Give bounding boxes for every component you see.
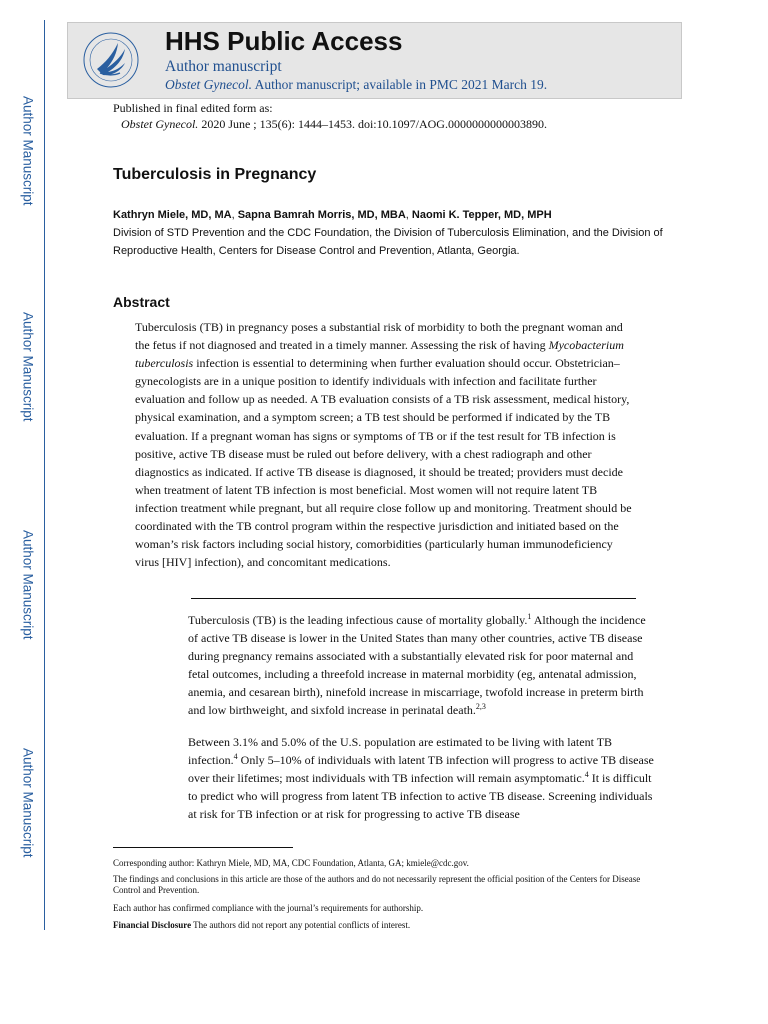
section-divider	[191, 598, 636, 599]
published-citation	[113, 100, 547, 132]
citation-ref[interactable]: 4	[233, 752, 238, 762]
author-list	[113, 206, 673, 224]
hhs-header	[67, 22, 682, 99]
article-title: Tuberculosis in Pregnancy	[113, 166, 317, 183]
published-details: 2020 June ; 135(6): 1444–1453. doi:10.1097/AOG.0000000000003890.	[201, 117, 547, 131]
body-text: It is difficult to predict who will progress from latent TB infection to active TB disease. Screening individuals at risk for TB infection or at risk for progressing to active TB disease	[188, 771, 653, 822]
footnote-corresponding-author: Corresponding author: Kathryn Miele, MD, MA, CDC Foundation, Atlanta, GA; kmiele@cdc.gov.	[113, 858, 469, 868]
header-availability-text: Author manuscript; available in PMC 2021 March 19.	[254, 77, 548, 92]
author-name: Kathryn Miele, MD, MA	[113, 209, 232, 221]
footnote-compliance: Each author has confirmed compliance with the journal’s requirements for authorship.	[113, 903, 424, 913]
header-availability	[165, 77, 547, 93]
header-subtitle: Author manuscript	[165, 58, 282, 75]
author-block	[113, 206, 673, 260]
margin-rule	[44, 20, 45, 930]
footnote-disclaimer: The findings and conclusions in this article are those of the authors and do not necessarily represent the official position of the Centers for Disease Control and Prevention.	[113, 874, 641, 895]
abstract-text	[135, 318, 635, 571]
body-text: Only 5–10% of individuals with latent TB infection will progress to active TB disease over their lifetimes; most individuals with TB infection will remain asymptomatic.	[188, 753, 654, 786]
disclosure-text: The authors did not report any potential conflicts of interest.	[191, 920, 411, 930]
hhs-eagle-logo-icon	[82, 29, 140, 91]
abstract-text-part: Tuberculosis (TB) in pregnancy poses a substantial risk of morbidity to both the pregnant woman and the fetus if not diagnosed and treated in a timely manner. Assessing the risk of having	[135, 320, 623, 353]
abstract-text-part: infection is essential to determining when further evaluation should occur. Obstetrician–gynecologists are in a unique position to identify individuals with infection and facilitate further evaluation and follow up as needed. A TB evaluation consists of a TB risk assessment, medical history, physical examination, and a symptom screen; a TB test should be performed if indicated by the TB evaluation. If a pregnant woman has signs or symptoms of TB or if the test result for TB infection is positive, active TB disease must be ruled out before delivery, with a chest radiograph and other diagnostics as indicated. If active TB disease is diagnosed, it should be treated; providers must decide when treatment of latent TB infection is most beneficial. Most women will not require latent TB infection treatment while pregnant, but all require close follow up and monitoring. Treatment should be coordinated with the TB control program within the respective jurisdiction and initiated based on the woman’s risk factors including social history, comorbidities (particularly human immunodeficiency virus [HIV] infection), and concomitant medications.	[135, 356, 632, 570]
margin-label-author-manuscript: Author Manuscript	[20, 530, 36, 640]
margin-label-author-manuscript: Author Manuscript	[20, 96, 36, 206]
margin-label-author-manuscript: Author Manuscript	[20, 748, 36, 858]
footnote-divider	[113, 847, 293, 848]
published-journal: Obstet Gynecol.	[121, 117, 199, 131]
citation-ref[interactable]: 4	[584, 770, 589, 780]
citation-ref[interactable]: 1	[527, 612, 532, 621]
disclosure-label: Financial Disclosure	[113, 920, 192, 930]
author-separator: ,	[231, 209, 238, 221]
body-paragraph-2	[188, 733, 654, 823]
author-affiliation: Division of STD Prevention and the CDC Foundation, the Division of Tuberculosis Elimination, and the Division of Reproductive Health, Centers for Disease Control and Prevention, Atlanta, Georgia.	[113, 227, 663, 257]
author-separator: ,	[405, 209, 412, 221]
margin-label-author-manuscript: Author Manuscript	[20, 312, 36, 422]
body-text: Tuberculosis (TB) is the leading infectious cause of mortality globally.	[188, 613, 528, 627]
published-intro: Published in final edited form as:	[113, 101, 273, 115]
header-journal: Obstet Gynecol.	[165, 77, 252, 92]
citation-ref[interactable]: 2,3	[475, 702, 486, 712]
published-reference	[113, 116, 547, 132]
body-text: Although the incidence of active TB disease is lower in the United States than many other countries, active TB disease during pregnancy remains associated with a substantially elevated risk for poor maternal and fetal outcomes, including a threefold increase in maternal morbidity (eg, antenatal admission, anemia, and cesarean birth), ninefold increase in miscarriage, twofold increase in preterm birth and low birthweight, and sixfold increase in perinatal death.	[188, 613, 646, 718]
abstract-heading: Abstract	[113, 294, 170, 310]
abstract-organism: Mycobacterium tuberculosis	[135, 338, 624, 371]
footnote-financial-disclosure	[113, 920, 658, 931]
body-paragraph-1	[188, 611, 654, 720]
body-text: Between 3.1% and 5.0% of the U.S. population are estimated to be living with latent TB infection.	[188, 735, 613, 768]
header-title: HHS Public Access	[165, 26, 403, 56]
author-name: Sapna Bamrah Morris, MD, MBA	[237, 209, 406, 221]
author-name: Naomi K. Tepper, MD, MPH	[411, 209, 552, 221]
